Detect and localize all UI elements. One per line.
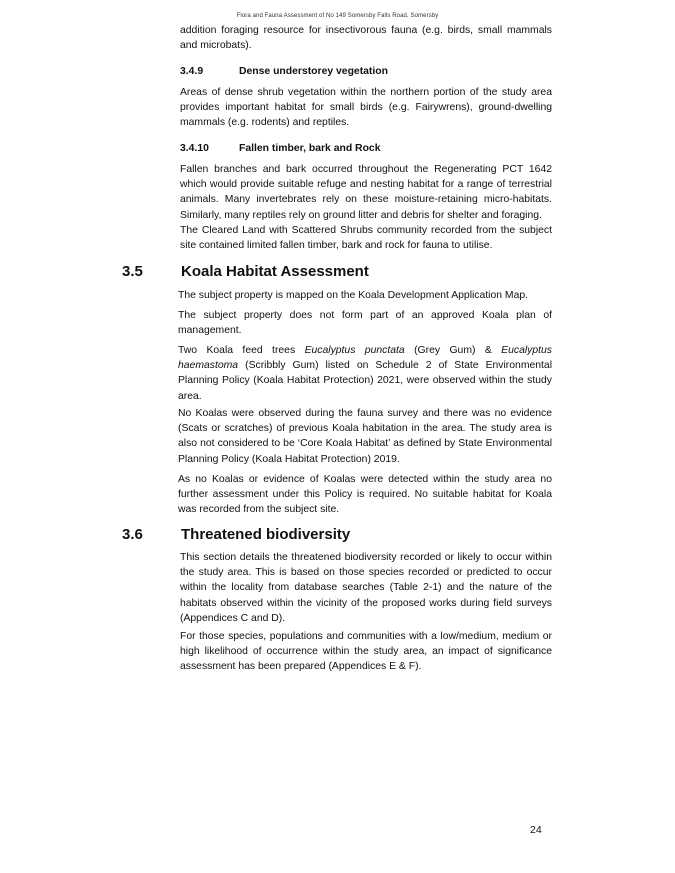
heading-number: 3.4.9 [180, 66, 204, 77]
text-run: (Scribbly Gum) listed on Schedule 2 of State Environmental Planning Policy (Koala Habitat Protection) 2021, were observed within the study area. [178, 360, 552, 402]
heading-title: Threatened biodiversity [181, 526, 351, 543]
paragraph-3-4-10-1: Fallen branches and bark occurred throughout the Regenerating PCT 1642 which would provide suitable refuge and nesting habitat for a range of terrestrial animals. Many invertebrates rely on these moisture-retaining micro-habitats. Similarly, many reptiles rely on ground litter and debris for shelter and foraging. [180, 164, 552, 221]
text-run: (Grey Gum) & [404, 345, 502, 356]
heading-title: Koala Habitat Assessment [181, 263, 369, 280]
page-number: 24 [530, 824, 542, 836]
paragraph-3-4-10-2: The Cleared Land with Scattered Shrubs community recorded from the subject site contained limited fallen timber, bark and rock for fauna to utilise. [180, 225, 552, 252]
paragraph-3-5-5: As no Koalas or evidence of Koalas were detected within the study area no further assessment under this Policy is required. No suitable habitat for Koala was recorded from the subject site. [178, 474, 552, 516]
heading-title: Dense understorey vegetation [239, 66, 388, 77]
paragraph-3-5-2: The subject property does not form part of an approved Koala plan of management. [178, 310, 552, 337]
heading-number: 3.4.10 [180, 143, 209, 154]
species-name: Eucalyptus haemastoma [178, 345, 552, 372]
paragraph-3-4-9-1: Areas of dense shrub vegetation within the northern portion of the study area provides important habitat for small birds (e.g. Fairywrens), ground-dwelling mammals (e.g. rodents) and reptiles. [180, 87, 552, 129]
continuation-paragraph: addition foraging resource for insectivorous fauna (e.g. birds, small mammals and microbats). [180, 25, 552, 52]
text-run: Two Koala feed trees [178, 345, 305, 356]
heading-title: Fallen timber, bark and Rock [239, 143, 381, 154]
paragraph-3-5-4: No Koalas were observed during the fauna survey and there was no evidence (Scats or scratches) of previous Koala habitation in the area. The study area is also not considered to be ‘Core Koala Habitat’ as defined by State Environmental Planning Policy (Koala Habitat Protection) 2019. [178, 408, 552, 465]
heading-number: 3.5 [122, 263, 143, 280]
paragraph-3-6-2: For those species, populations and communities with a low/medium, medium or high likelihood of occurrence within the study area, an impact of significance assessment has been prepared (Appendices E & F). [180, 631, 552, 673]
heading-number: 3.6 [122, 526, 143, 543]
paragraph-3-5-1: The subject property is mapped on the Koala Development Application Map. [178, 290, 529, 301]
paragraph-3-5-3 [178, 343, 552, 404]
heading-3-4-10 [180, 143, 380, 154]
paragraph-3-6-1: This section details the threatened biodiversity recorded or likely to occur within the study area. This is based on those species recorded or predicted to occur within the locality from database searches (Table 2-1) and the nature of the habitats observed within the vicinity of the proposed works during field surveys (Appendices C and D). [180, 552, 552, 624]
heading-3-4-9 [180, 66, 388, 77]
species-name: Eucalyptus punctata [304, 345, 405, 356]
running-header: Flora and Fauna Assessment of No 149 Somersby Falls Road, Somersby [236, 13, 439, 19]
